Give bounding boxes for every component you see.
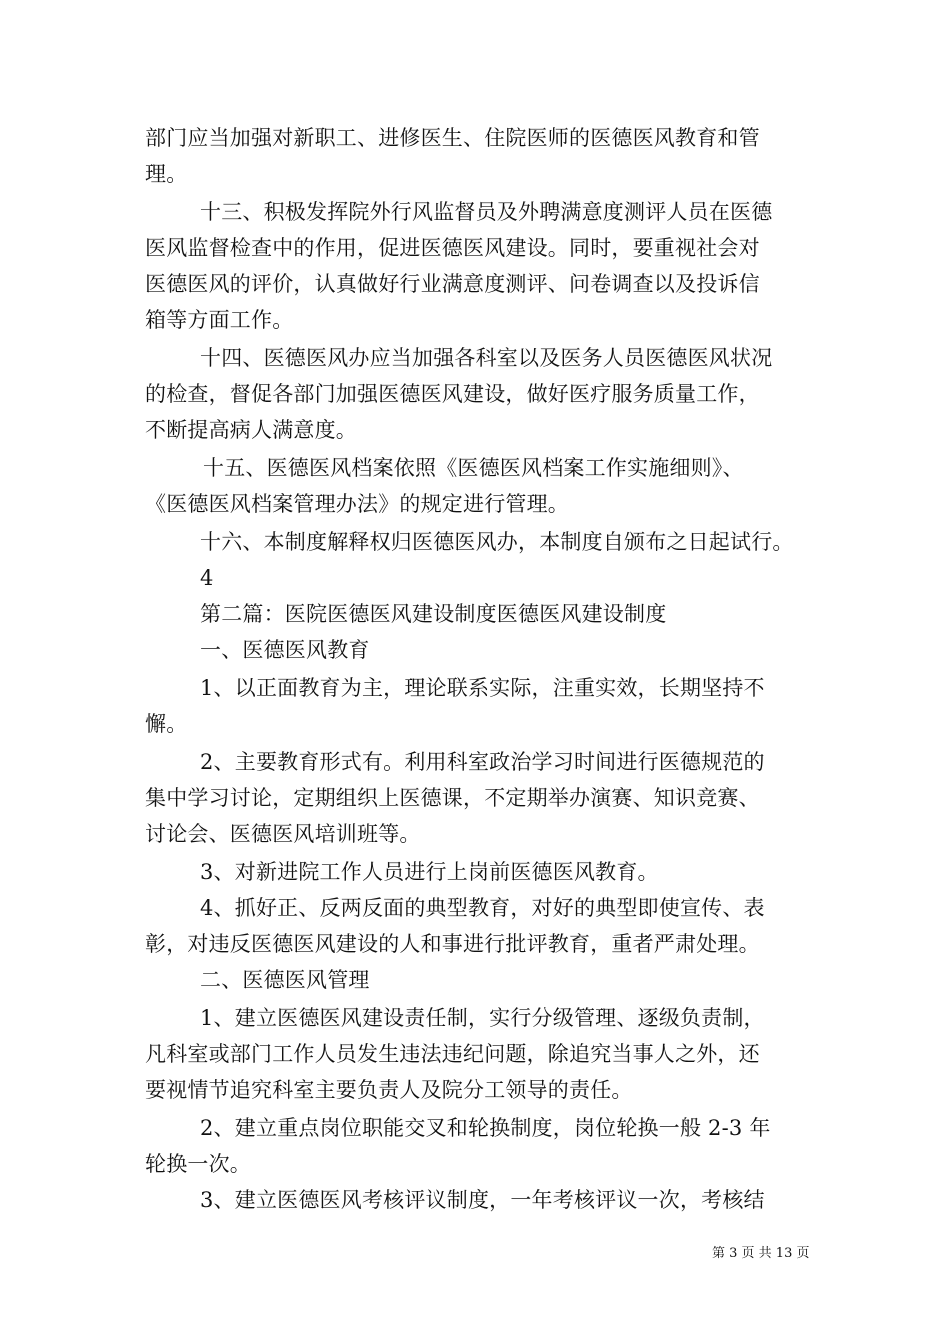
paragraph-line: 理。 <box>145 162 188 186</box>
paragraph-line: 2、建立重点岗位职能交叉和轮换制度，岗位轮换一般 2-3 年 <box>200 1116 771 1140</box>
paragraph-line: 十五、医德医风档案依照《医德医风档案工作实施细则》、 <box>203 456 744 480</box>
paragraph-line: 《医德医风档案管理办法》的规定进行管理。 <box>145 492 569 516</box>
section-heading: 二、医德医风管理 <box>200 968 370 992</box>
paragraph-line: 十六、本制度解释权归医德医风办，本制度自颁布之日起试行。 <box>200 530 794 554</box>
page-footer: 第 3 页 共 13 页 <box>712 1246 810 1261</box>
paragraph-line: 十三、积极发挥院外行风监督员及外聘满意度测评人员在医德 <box>200 200 773 224</box>
paragraph-line: 彰，对违反医德医风建设的人和事进行批评教育，重者严肃处理。 <box>145 932 760 956</box>
page-number-marker: 4 <box>200 566 214 590</box>
paragraph-line: 2、主要教育形式有。利用科室政治学习时间进行医德规范的 <box>200 750 765 774</box>
section-heading: 一、医德医风教育 <box>200 638 370 662</box>
paragraph-line: 的检查，督促各部门加强医德医风建设，做好医疗服务质量工作， <box>145 382 760 406</box>
paragraph-line: 懈。 <box>145 712 188 736</box>
paragraph-line: 3、对新进院工作人员进行上岗前医德医风教育。 <box>200 860 659 884</box>
paragraph-line: 医风监督检查中的作用，促进医德医风建设。同时，要重视社会对 <box>145 236 760 260</box>
paragraph-line: 集中学习讨论，定期组织上医德课，不定期举办演赛、知识竞赛、 <box>145 786 760 810</box>
paragraph-line: 讨论会、医德医风培训班等。 <box>145 822 421 846</box>
paragraph-line: 十四、医德医风办应当加强各科室以及医务人员医德医风状况 <box>200 346 773 370</box>
section-title: 第二篇：医院医德医风建设制度医德医风建设制度 <box>200 602 667 626</box>
paragraph-line: 要视情节追究科室主要负责人及院分工领导的责任。 <box>145 1078 633 1102</box>
paragraph-line: 1、以正面教育为主，理论联系实际，注重实效，长期坚持不 <box>200 676 765 700</box>
paragraph-line: 1、建立医德医风建设责任制，实行分级管理、逐级负责制， <box>200 1006 765 1030</box>
paragraph-line: 部门应当加强对新职工、进修医生、住院医师的医德医风教育和管 <box>145 126 760 150</box>
paragraph-line: 3、建立医德医风考核评议制度，一年考核评议一次，考核结 <box>200 1188 765 1212</box>
paragraph-line: 轮换一次。 <box>145 1152 251 1176</box>
paragraph-line: 不断提高病人满意度。 <box>145 418 357 442</box>
paragraph-line: 医德医风的评价，认真做好行业满意度测评、问卷调查以及投诉信 <box>145 272 760 296</box>
paragraph-line: 凡科室或部门工作人员发生违法违纪问题，除追究当事人之外，还 <box>145 1042 760 1066</box>
paragraph-line: 4、抓好正、反两反面的典型教育，对好的典型即使宣传、表 <box>200 896 765 920</box>
paragraph-line: 箱等方面工作。 <box>145 308 294 332</box>
